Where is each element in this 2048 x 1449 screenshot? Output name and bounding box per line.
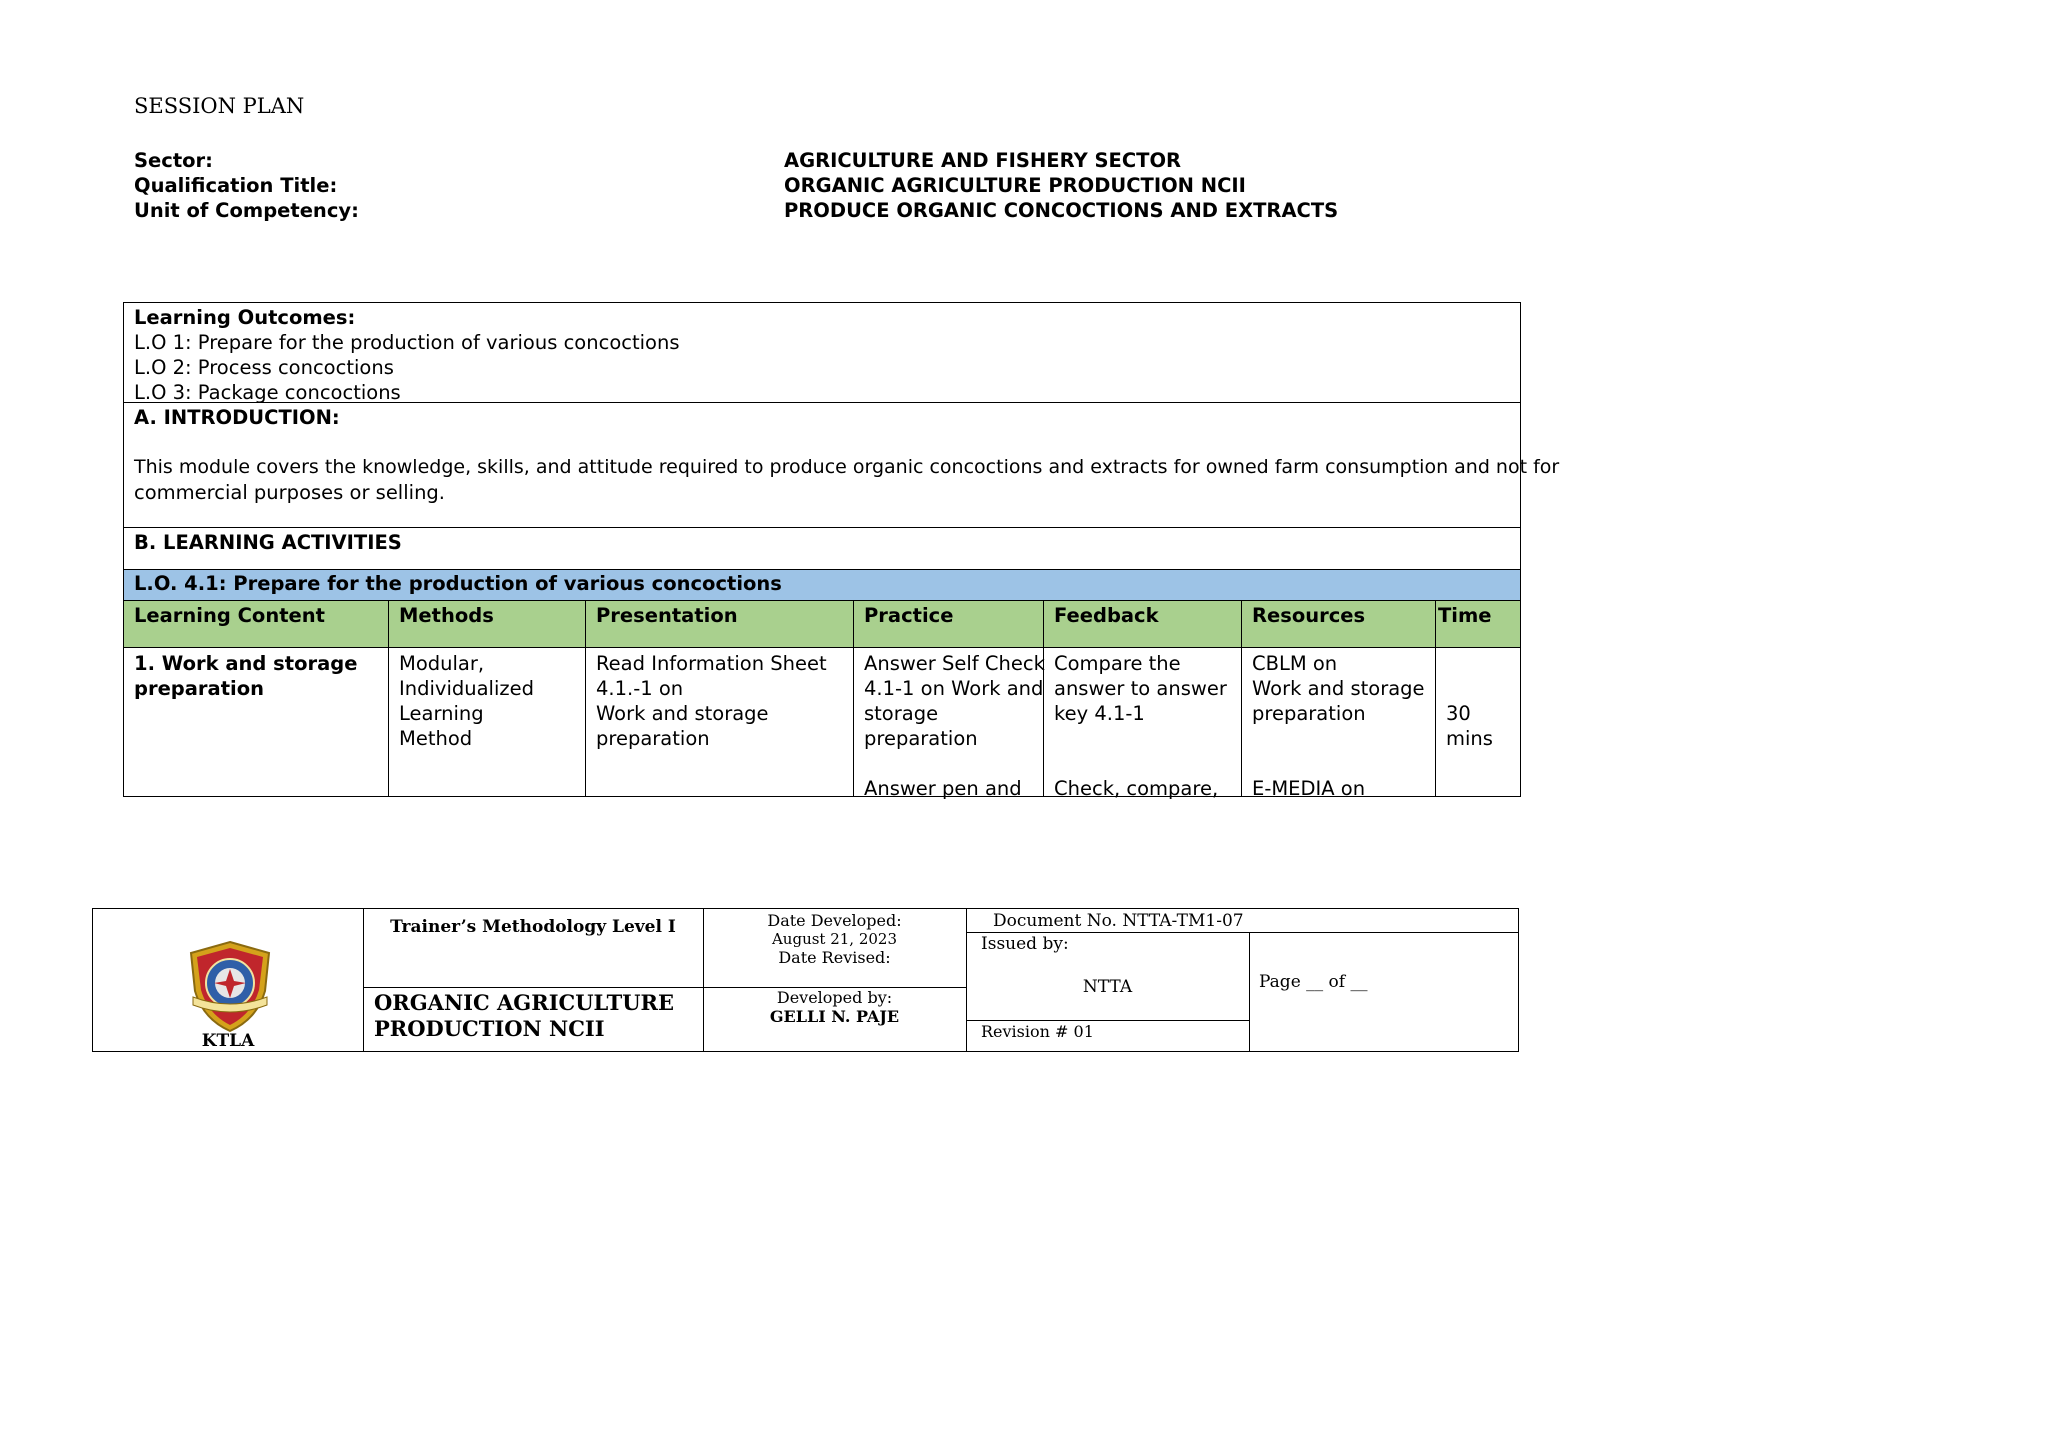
document-footer (92, 908, 1519, 1052)
lo-4-1-row (124, 570, 1520, 601)
developer-name: GELLI N. PAJE (769, 1007, 900, 1026)
learning-outcome-item: L.O 1: Prepare for the production of various concoctions (134, 331, 680, 354)
session-plan-table (123, 302, 1560, 800)
learning-outcome-item: L.O 3: Package concoctions (134, 381, 401, 404)
logo-label: KTLA (201, 1031, 255, 1051)
learning-activities-row (124, 528, 1520, 570)
footer-divider (966, 932, 1518, 933)
introduction-title: A. INTRODUCTION: (134, 406, 340, 429)
column-header-row (124, 601, 1520, 648)
issued-by-label: Issued by: (981, 934, 1069, 954)
column-header-resources: Resources (1252, 604, 1366, 627)
column-divider (1043, 601, 1044, 796)
introduction-text-line1: This module covers the knowledge, skills, and attitude required to produce organic concoctions and extracts for owned farm consumption and not for (134, 456, 1560, 478)
footer-divider (1249, 932, 1250, 1051)
column-divider (388, 601, 389, 796)
date-developed-label: Date Developed: (767, 911, 902, 930)
cell-practice: Answer Self Check 4.1-1 on Work and storage preparation Answer pen and (864, 652, 1045, 800)
introduction-row (124, 403, 1560, 528)
qualification-value: ORGANIC AGRICULTURE PRODUCTION NCII (784, 174, 1246, 197)
column-header-methods: Methods (399, 604, 494, 627)
cell-methods: Modular, Individualized Learning Method (399, 652, 534, 750)
introduction-text-line2: commercial purposes or selling. (134, 481, 446, 504)
document-kind: SESSION PLAN (134, 94, 305, 118)
cell-time: 30 mins (1446, 702, 1493, 750)
footer-divider (966, 1020, 1249, 1021)
column-header-time: Time (1438, 604, 1492, 627)
column-divider (1435, 601, 1436, 796)
revision: Revision # 01 (981, 1022, 1094, 1041)
ktla-logo (185, 939, 275, 1034)
lo-4-1-title: L.O. 4.1: Prepare for the production of various concoctions (134, 572, 782, 595)
column-header-learning-content: Learning Content (134, 604, 325, 627)
column-header-practice: Practice (864, 604, 954, 627)
cell-presentation: Read Information Sheet 4.1.-1 on Work and storage preparation (596, 652, 827, 750)
activity-row (124, 648, 1520, 798)
column-header-presentation: Presentation (596, 604, 738, 627)
document-number: Document No. NTTA-TM1-07 (993, 911, 1244, 931)
column-divider (585, 601, 586, 796)
column-divider (853, 601, 854, 796)
date-revised-label: Date Revised: (778, 948, 891, 967)
sector-label: Sector: (134, 149, 213, 172)
issuer: NTTA (1082, 977, 1133, 997)
date-developed: August 21, 2023 (771, 930, 898, 948)
learning-outcome-item: L.O 2: Process concoctions (134, 356, 394, 379)
learning-outcomes-row (124, 303, 1520, 403)
footer-qualification: ORGANIC AGRICULTURE PRODUCTION NCII (374, 990, 674, 1041)
learning-outcomes-title: Learning Outcomes: (134, 306, 356, 329)
sector-value: AGRICULTURE AND FISHERY SECTOR (784, 149, 1182, 172)
developed-by-label: Developed by: (776, 988, 893, 1007)
learning-activities-title: B. LEARNING ACTIVITIES (134, 531, 402, 554)
cell-learning-content: 1. Work and storage preparation (134, 652, 358, 700)
page-number: Page __ of __ (1259, 972, 1368, 992)
course-level: Trainer’s Methodology Level I (390, 917, 676, 937)
cell-resources: CBLM on Work and storage preparation E-MEDIA on (1252, 652, 1425, 800)
unit-label: Unit of Competency: (134, 199, 359, 222)
unit-value: PRODUCE ORGANIC CONCOCTIONS AND EXTRACTS (784, 199, 1339, 222)
qualification-label: Qualification Title: (134, 174, 338, 197)
column-divider (1241, 601, 1242, 796)
cell-feedback: Compare the answer to answer key 4.1-1 Check, compare, (1054, 652, 1227, 800)
column-header-feedback: Feedback (1054, 604, 1159, 627)
